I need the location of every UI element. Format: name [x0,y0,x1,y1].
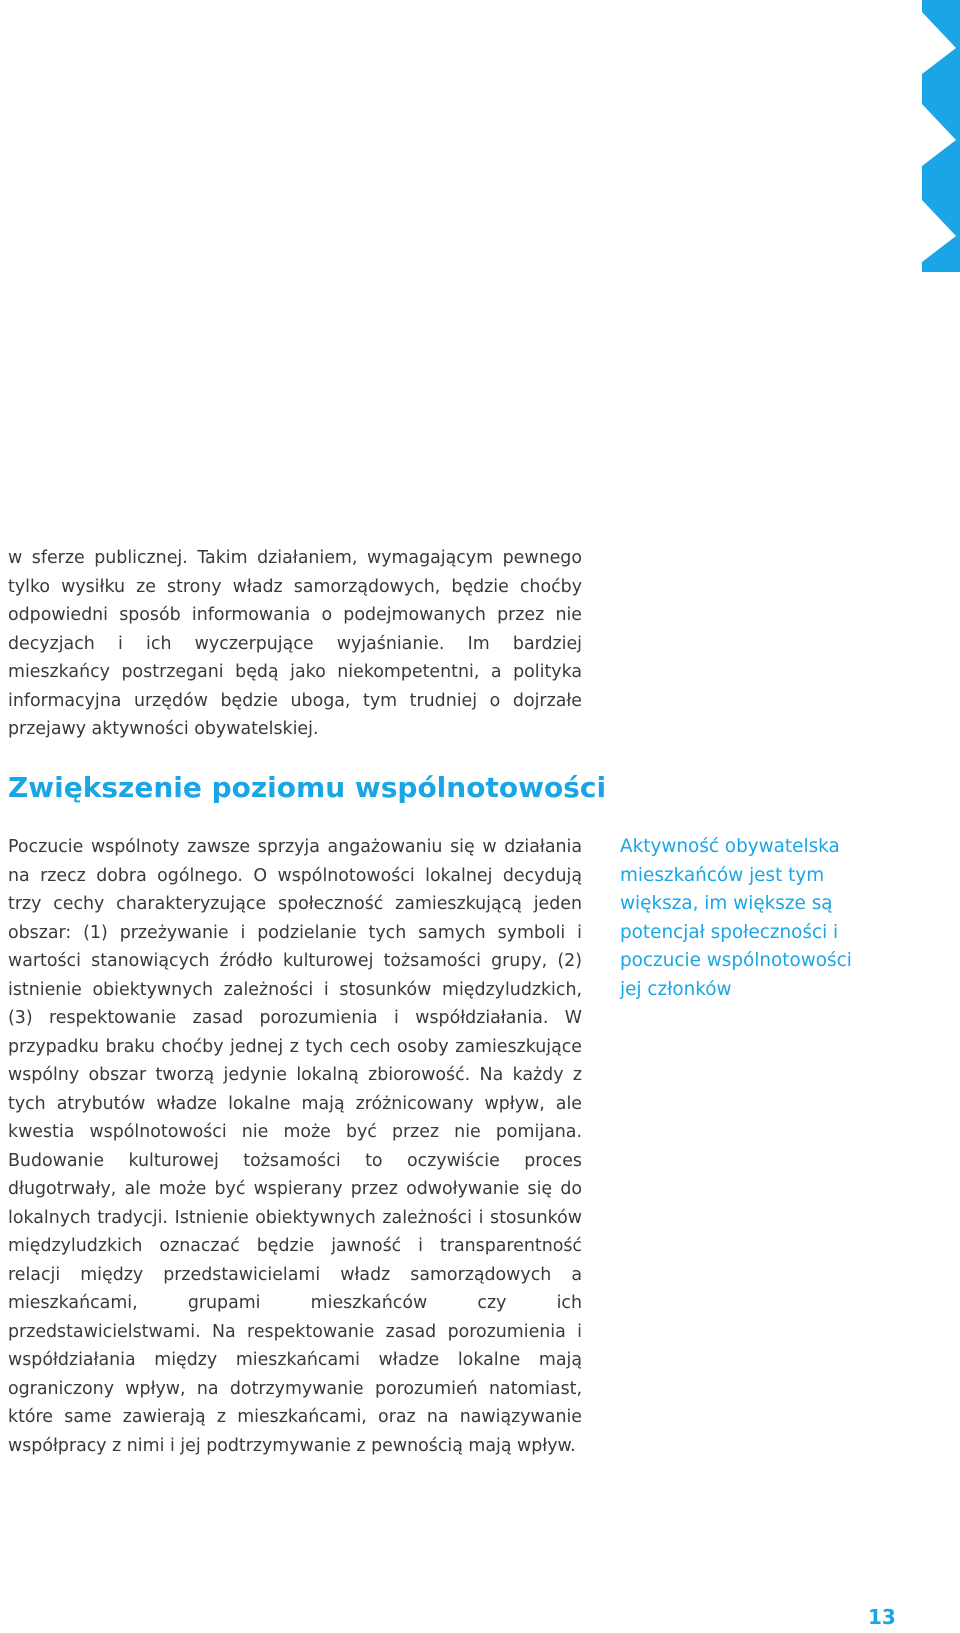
section-heading: Zwiększenie poziomu wspólnotowości [8,771,607,804]
chevron-decoration-icon [918,0,960,280]
body-paragraph-1: w sferze publicznej. Takim działaniem, wymagającym pewnego tylko wysiłku ze strony władz samorządowych, będzie choćby odpowiedni sposób informowania o podejmowanych przez nie decyzjach i ich wyczerpujące wyjaśnianie. Im bardziej mieszkańcy postrzegani będą jako niekompetentni, a polityka informacyjna urzędów będzie uboga, tym trudniej o dojrzałe przejawy aktywności obywatelskiej. [8,548,582,739]
body-paragraph-2: Poczucie wspólnoty zawsze sprzyja angażowaniu się w działania na rzecz dobra ogólnego. O wspólnotowości lokalnej decydują trzy cechy charakteryzujące społeczność zamieszkującą jeden obszar: (1) przeżywanie i podzielanie tych samych symboli i wartości stanowiących źródło kulturowej tożsamości grupy, (2) istnienie obiektywnych zależności i stosunków międzyludzkich, (3) respektowanie zasad porozumienia i współdziałania. W przypadku braku choćby jednej z tych cech osoby zamieszkujące wspólny obszar tworzą jedynie lokalną zbiorowość. Na każdy z tych atrybutów władze lokalne mają zróżnicowany wpływ, ale kwestia wspólnotowości nie może być przez nie pomijana. Budowanie kulturowej tożsamości to oczywiście proces długotrwały, ale może być wspierany przez odwoływanie się do lokalnych tradycji. Istnienie obiektywnych zależności i stosunków międzyludzkich oznaczać będzie jawność i transparentność relacji między przedstawicielami władz samorządowych a mieszkańcami, grupami mieszkańców czy ich przedstawicielstwami. Na respektowanie zasad porozumienia i współdziałania między mieszkańcami władze lokalne mają ograniczony wpływ, na dotrzymywanie porozumień natomiast, które same zawierają z mieszkańcami, oraz na nawiązywanie współpracy z nimi i jej podtrzymywanie z pewnością mają wpływ. [8,837,582,1456]
page-number: 13 [868,1605,896,1629]
sidebar-pull-quote: Aktywność obywatelska mieszkańców jest tym większa, im większe są potencjał społeczności i poczucie wspólnotowości jej członków [620,836,852,1000]
